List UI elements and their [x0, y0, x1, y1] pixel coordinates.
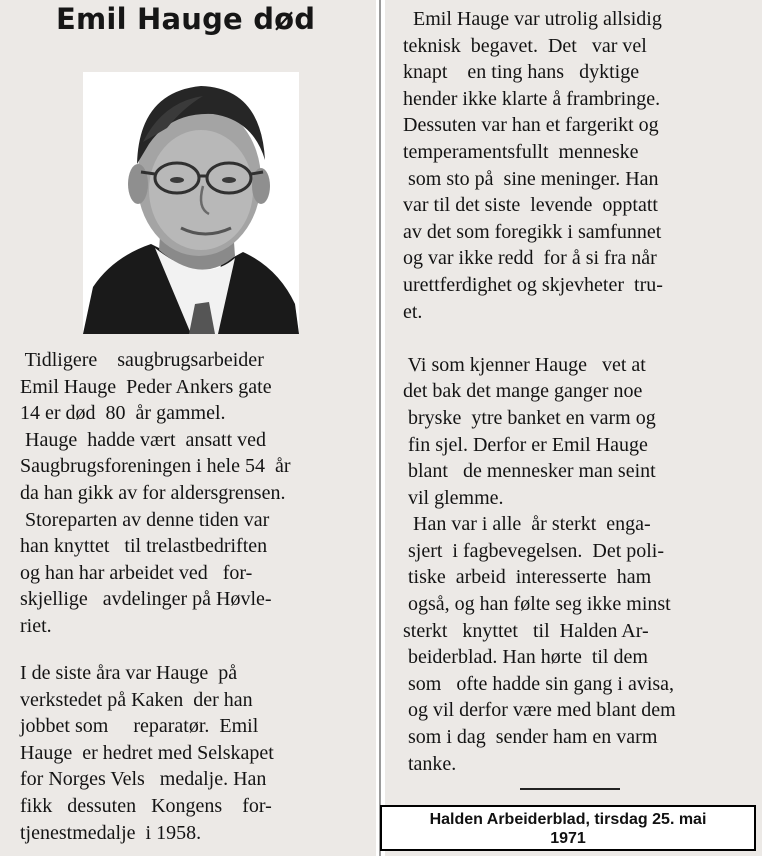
portrait-photo: [83, 72, 299, 334]
source-caption: [380, 805, 756, 851]
caption-line-2: 1971: [550, 830, 586, 847]
column-divider: [379, 0, 381, 856]
article-headline: Emil Hauge død: [56, 2, 316, 36]
article-body-left-bottom: I de siste åra var Hauge på verkstedet på Kaken der han jobbet som reparatør. Emil Hauge er hedret med Selskapet for Norges Vels medalje. Han fikk dessuten Kongens for- tjenestmedalje i 1958.: [20, 662, 274, 844]
end-rule: [520, 788, 620, 790]
caption-line-1: Halden Arbeiderblad, tirsdag 25. mai: [429, 811, 707, 828]
portrait-image: [83, 72, 299, 334]
article-body-left-top: Tidligere saugbrugsarbeider Emil Hauge Peder Ankers gate 14 er død 80 år gammel. Hauge hadde vært ansatt ved Saugbrugsforeningen i hele 54 år da han gikk av for aldersgrensen. Storeparten av denne tiden var han knyttet til trelastbedriften og han har arbeidet ved for- skjellige avdelinger på Høvle- riet.: [20, 349, 291, 637]
article-body-right: Emil Hauge var utrolig allsidig teknisk begavet. Det var vel knapt en ting hans dyktige hender ikke klarte å frambringe. Dessuten var han et fargerikt og temperamentsfullt menneske som sto på sine meninger. Han var til det siste levende opptatt av det som foregikk i samfunnet og var ikke redd for å si fra når urettferdighet og skjevheter tru- et. Vi som kjenner Hauge vet at det bak det mange ganger noe bryske ytre banket en varm og fin sjel. Derfor er Emil Hauge blant de mennesker man seint vil glemme. Han var i alle år sterkt enga- sjert i fagbevegelsen. Det poli- tiske arbeid interesserte ham også, og han følte seg ikke minst sterkt knyttet til Halden Ar- beiderblad. Han hørte til dem som ofte hadde sin gang i avisa, og vil derfor være med blant dem som i dag sender ham en varm tanke.: [403, 8, 676, 775]
